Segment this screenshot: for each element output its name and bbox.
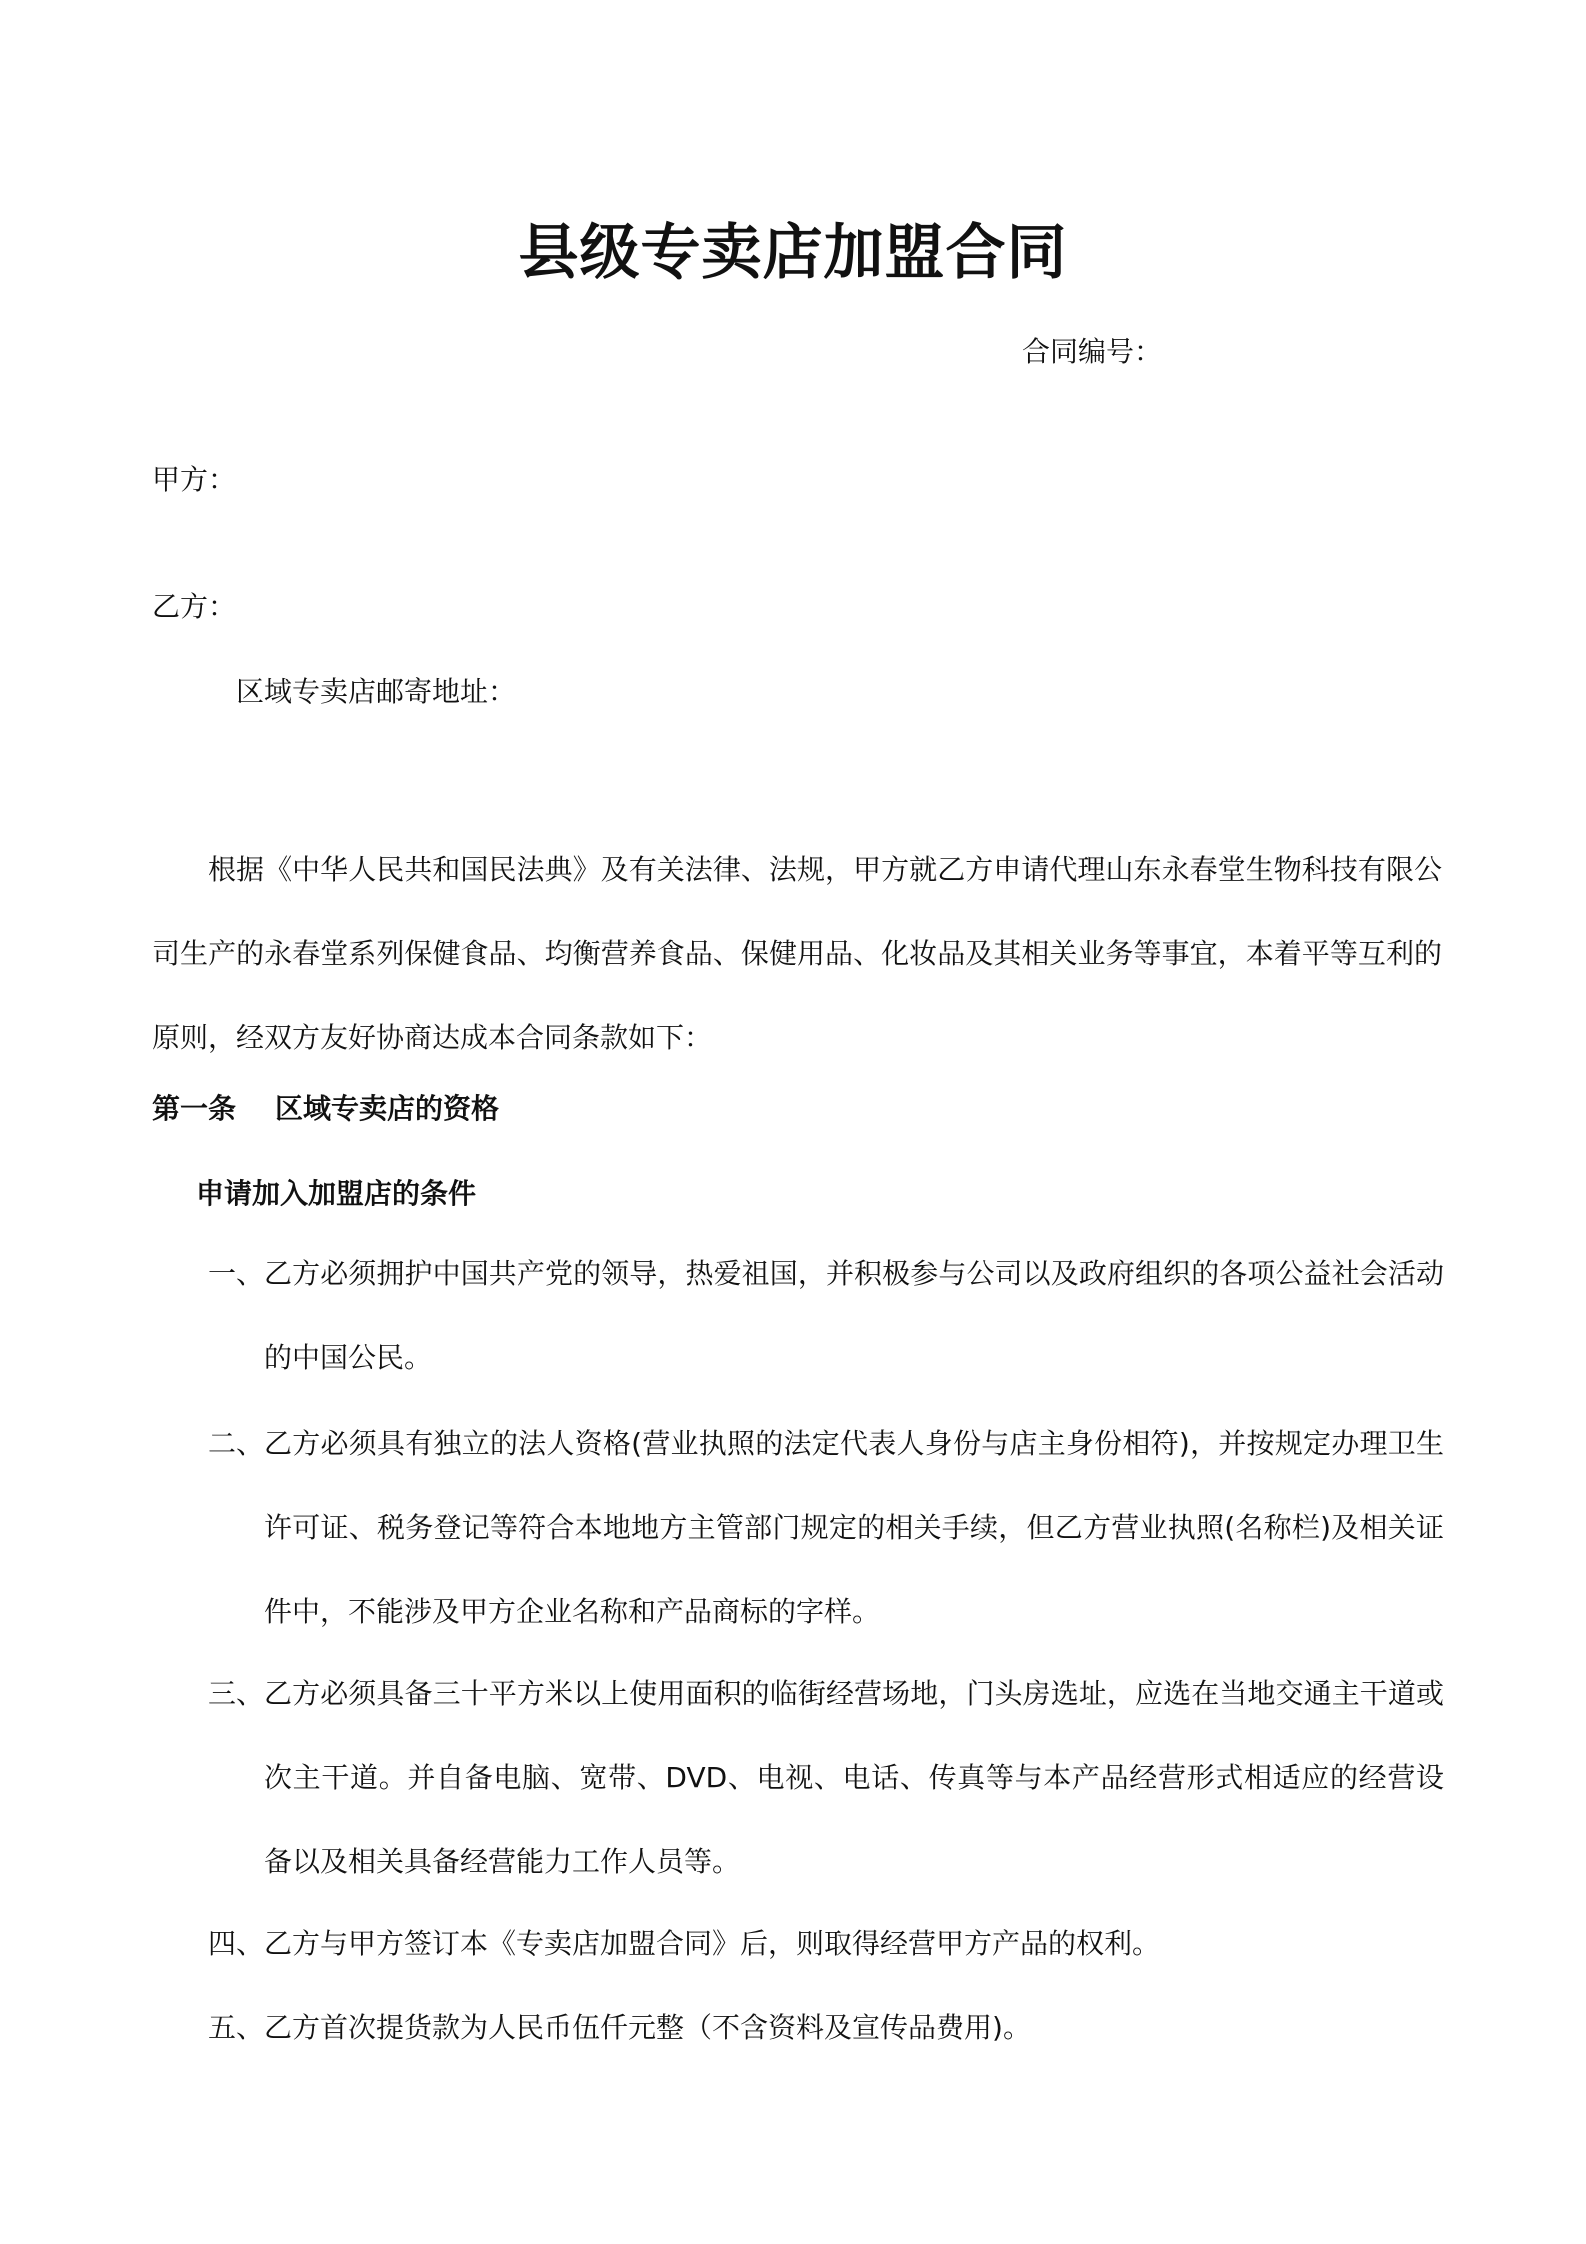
clause-number: 二、	[208, 1427, 265, 1460]
clause-text: 乙方必须拥护中国共产党的领导，热爱祖国，并积极参与公司以及政府组织的各项公益社会活动的中国公民。	[264, 1257, 1444, 1374]
clause-4	[208, 1902, 1444, 1986]
clause-number: 三、	[208, 1677, 265, 1710]
clause-number: 四、	[208, 1927, 265, 1960]
article-1-subheading: 申请加入加盟店的条件	[196, 1177, 477, 1210]
clause-1	[208, 1232, 1444, 1400]
clause-number: 一、	[208, 1257, 265, 1290]
contract-number-label: 合同编号：	[1022, 335, 1163, 368]
clause-number: 五、	[208, 2011, 265, 2044]
clause-3	[208, 1652, 1444, 1904]
document-title: 县级专卖店加盟合同	[518, 218, 1068, 288]
clause-2	[208, 1402, 1444, 1654]
clause-text: 乙方与甲方签订本《专卖店加盟合同》后，则取得经营甲方产品的权利。	[264, 1927, 1161, 1960]
mailing-address-label: 区域专卖店邮寄地址：	[236, 675, 517, 708]
article-1-heading: 第一条 区域专卖店的资格	[152, 1092, 499, 1125]
clause-text: 乙方必须具备三十平方米以上使用面积的临街经营场地，门头房选址，应选在当地交通主干道或次主干道。并自备电脑、宽带、DVD、电视、电话、传真等与本产品经营形式相适应的经营设备以及相关具备经营能力工作人员等。	[264, 1677, 1444, 1878]
party-b-label: 乙方：	[152, 590, 237, 623]
intro-paragraph: 根据《中华人民共和国民法典》及有关法律、法规，甲方就乙方申请代理山东永春堂生物科技有限公司生产的永春堂系列保健食品、均衡营养食品、保健用品、化妆品及其相关业务等事宜，本着平等互利的原则，经双方友好协商达成本合同条款如下：	[152, 853, 1442, 1054]
clause-5	[208, 1986, 1444, 2070]
clause-text: 乙方必须具有独立的法人资格(营业执照的法定代表人身份与店主身份相符)，并按规定办理卫生许可证、税务登记等符合本地地方主管部门规定的相关手续，但乙方营业执照(名称栏)及相关证件中，不能涉及甲方企业名称和产品商标的字样。	[264, 1427, 1444, 1628]
clause-text: 乙方首次提货款为人民币伍仟元整（不含资料及宣传品费用)。	[264, 2011, 1031, 2044]
party-a-label: 甲方：	[152, 463, 237, 496]
